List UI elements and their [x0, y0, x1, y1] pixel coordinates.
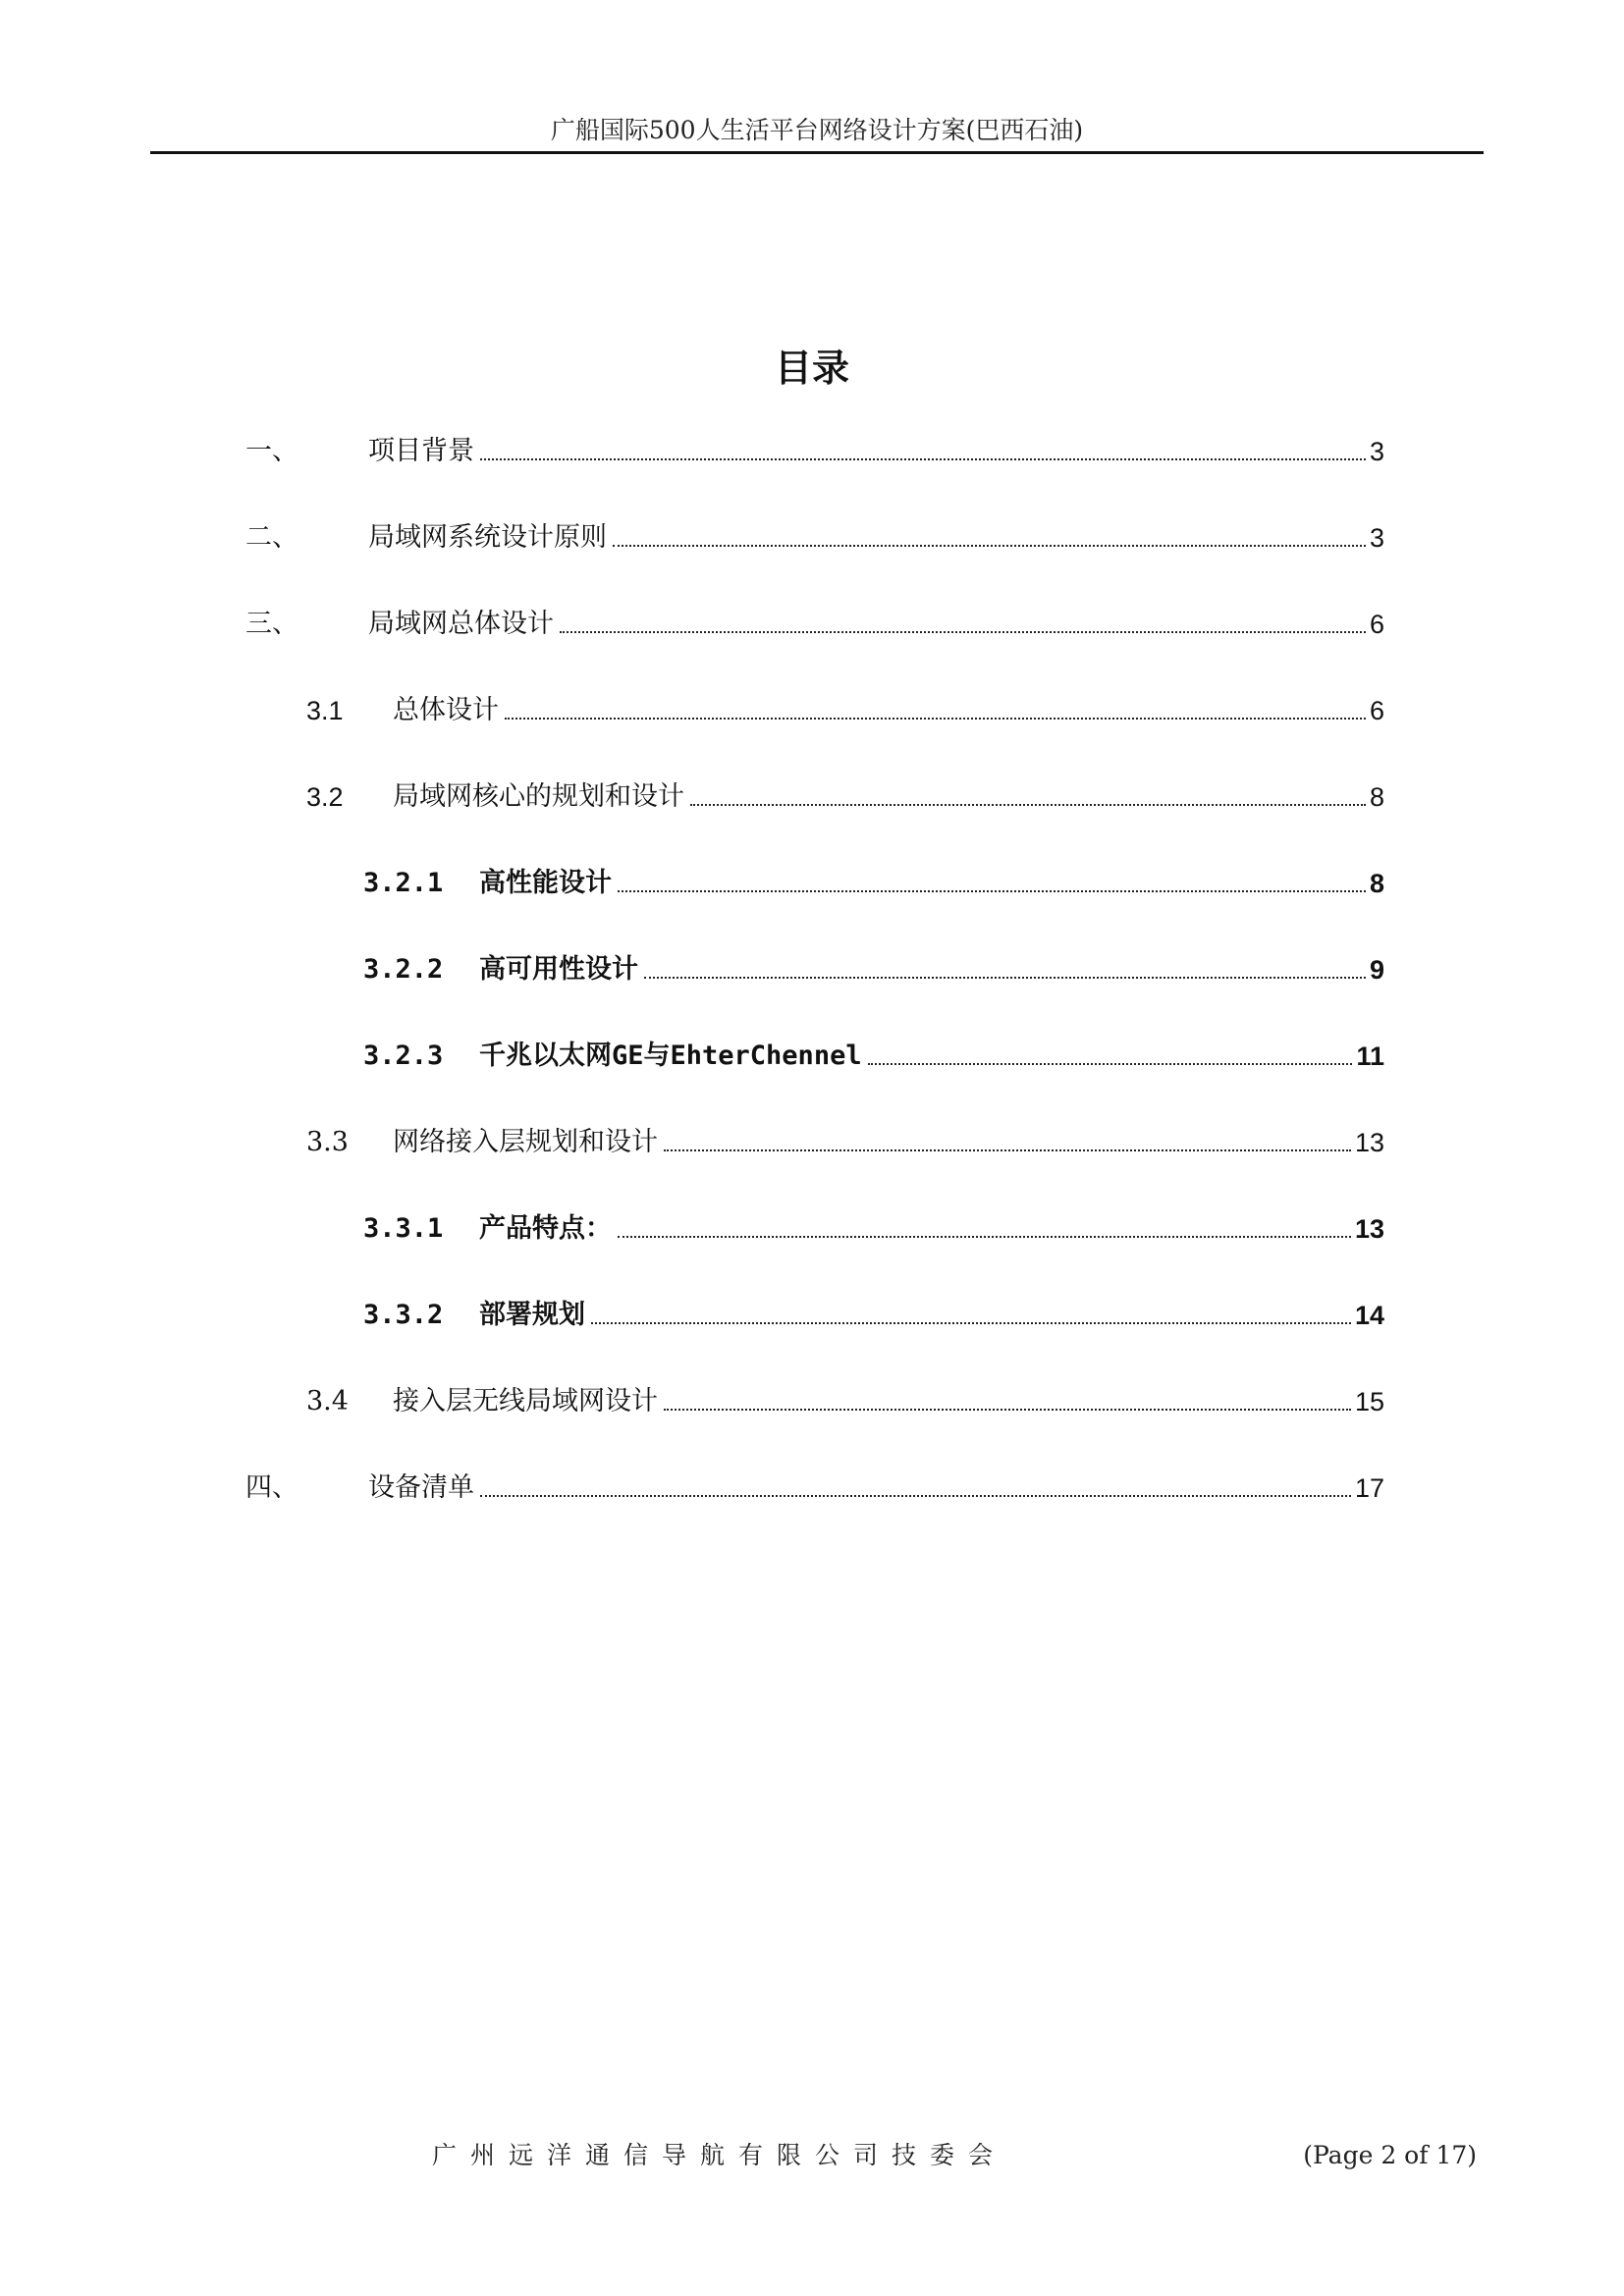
toc-number: 3.2.3	[363, 1041, 444, 1071]
toc-entry[interactable]	[306, 1380, 1384, 1419]
toc-entry[interactable]	[363, 862, 1384, 901]
toc-entry[interactable]	[245, 1467, 1384, 1506]
toc-label: 项目背景	[368, 436, 474, 466]
dot-leader	[480, 458, 1366, 460]
dot-leader	[664, 1149, 1351, 1151]
toc-page-number: 11	[1356, 1041, 1384, 1071]
toc-entry[interactable]	[363, 948, 1384, 988]
toc-number: 3.2.2	[363, 954, 444, 985]
header-divider	[150, 151, 1484, 154]
toc-label: 部署规划	[479, 1300, 585, 1330]
toc-entry[interactable]	[363, 1294, 1384, 1333]
toc-page-number: 15	[1354, 1387, 1384, 1416]
toc-number: 3.3.2	[363, 1300, 444, 1330]
toc-label-part: EhterChennel	[670, 1041, 862, 1071]
toc-entry[interactable]	[363, 1207, 1384, 1247]
dot-leader	[618, 1236, 1351, 1238]
document-title: 广船国际500人生活平台网络设计方案(巴西石油)	[550, 116, 1084, 144]
toc-label: 高可用性设计	[479, 954, 638, 985]
toc-label-part: 千兆以太网	[479, 1041, 612, 1071]
toc-page-number: 9	[1369, 955, 1384, 985]
toc-number: 3.2	[306, 782, 344, 812]
dot-leader	[613, 545, 1366, 547]
toc-page-number: 13	[1354, 1128, 1384, 1157]
dot-leader	[505, 718, 1366, 720]
toc-label: 设备清单	[368, 1472, 474, 1503]
toc-page-number: 17	[1354, 1473, 1384, 1503]
toc-label: 局域网核心的规划和设计	[393, 781, 684, 812]
toc-number: 3.3.1	[363, 1213, 444, 1244]
dot-leader	[480, 1495, 1351, 1497]
toc-page-number: 8	[1369, 782, 1384, 812]
toc-page-number: 14	[1354, 1301, 1384, 1330]
dot-leader	[644, 977, 1366, 979]
footer-organization: 广州远洋通信导航有限公司技委会	[432, 2141, 1007, 2169]
toc-label: 高性能设计	[479, 868, 612, 898]
dot-leader	[868, 1063, 1353, 1065]
toc-label: 产品特点：	[479, 1213, 612, 1244]
footer-page-indicator: (Page 2 of 17)	[1303, 2141, 1477, 2169]
toc-entry[interactable]	[306, 775, 1384, 815]
toc-label: 局域网系统设计原则	[368, 522, 607, 553]
toc-number: 二、	[245, 522, 298, 553]
page-header	[150, 116, 1484, 153]
dot-leader	[591, 1322, 1351, 1324]
toc-label: 网络接入层规划和设计	[393, 1127, 658, 1157]
toc-page-number: 6	[1369, 610, 1384, 639]
toc-number: 一、	[245, 436, 298, 466]
toc-page-number: 6	[1369, 696, 1384, 725]
toc-title: 目录	[774, 347, 849, 390]
toc-entry[interactable]	[245, 516, 1384, 556]
toc-page-number: 13	[1354, 1214, 1384, 1244]
toc-page-number: 8	[1369, 869, 1384, 898]
toc-number: 四、	[245, 1472, 298, 1503]
toc-entry[interactable]	[363, 1035, 1384, 1074]
toc-entry[interactable]	[306, 689, 1384, 728]
toc-page-number: 3	[1369, 523, 1384, 553]
toc-number: 3.1	[306, 696, 344, 725]
toc-label: 总体设计	[393, 695, 499, 725]
toc-label	[479, 1039, 868, 1074]
toc-number: 3.4	[306, 1386, 349, 1416]
toc-number: 3.3	[306, 1127, 349, 1157]
dot-leader	[690, 804, 1366, 806]
dot-leader	[560, 631, 1366, 633]
dot-leader	[618, 890, 1366, 892]
toc-entry[interactable]	[245, 603, 1384, 642]
toc-number: 三、	[245, 609, 298, 639]
toc-entry[interactable]	[245, 430, 1384, 469]
toc-label-part: 与	[643, 1041, 671, 1071]
dot-leader	[664, 1409, 1351, 1411]
toc-number: 3.2.1	[363, 868, 444, 898]
toc-entry[interactable]	[306, 1121, 1384, 1160]
toc-page-number: 3	[1369, 437, 1384, 466]
toc-label: 接入层无线局域网设计	[393, 1386, 658, 1416]
toc-label: 局域网总体设计	[368, 609, 554, 639]
toc-label-part: GE	[612, 1041, 644, 1071]
